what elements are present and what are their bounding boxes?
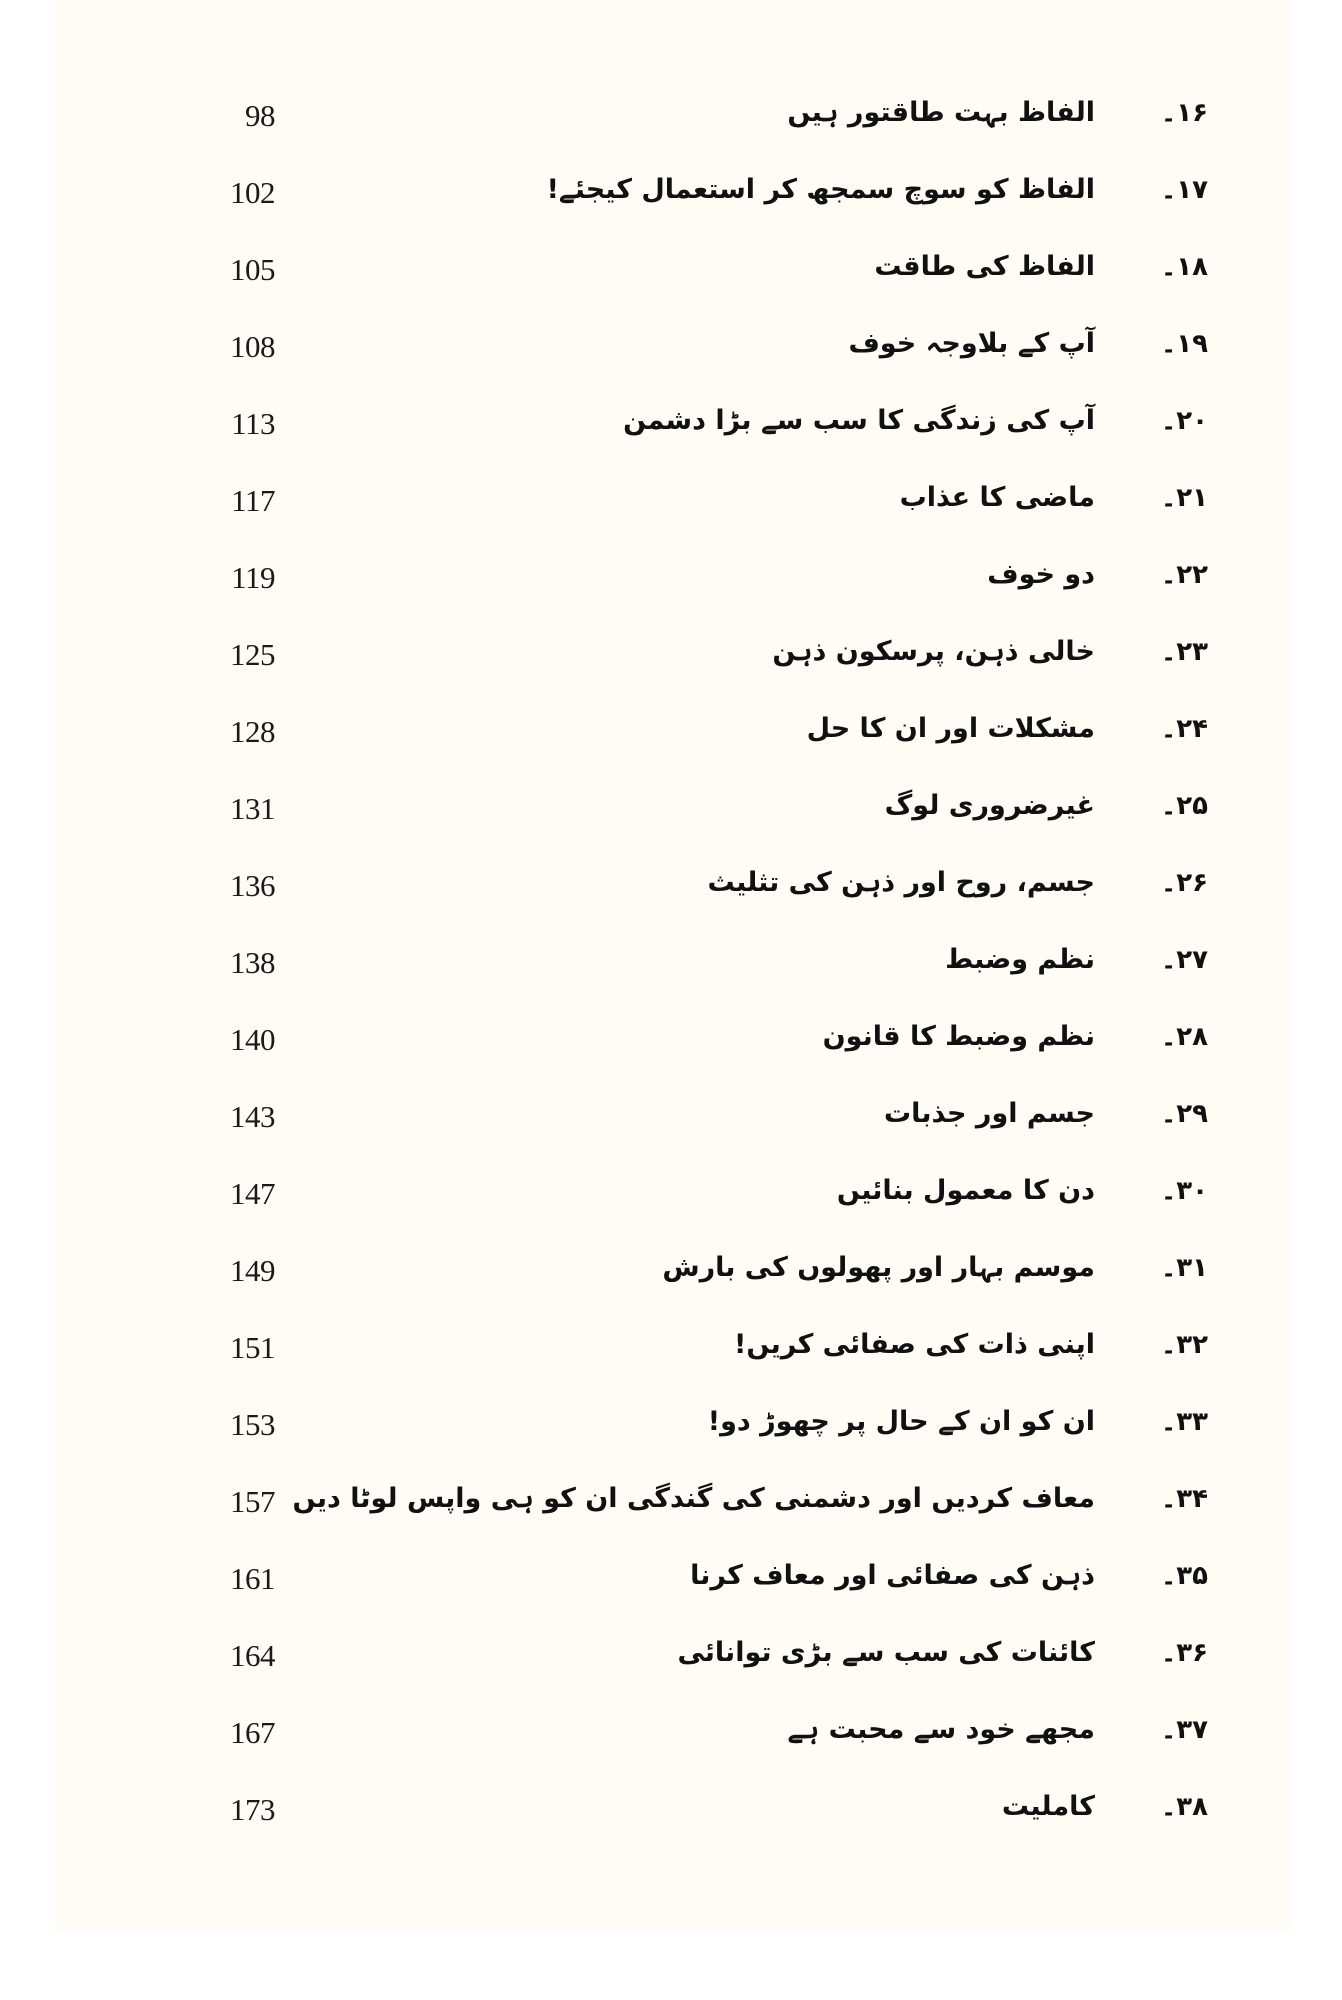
chapter-number: ۱۶۔: [1161, 98, 1208, 128]
toc-entry[interactable]: [55, 165, 1290, 242]
chapter-title: مشکلات اور ان کا حل: [806, 713, 1095, 744]
chapter-number: ۳۶۔: [1161, 1638, 1208, 1668]
page-number: 164: [230, 1638, 275, 1673]
page-number: 173: [230, 1792, 275, 1827]
toc-entry[interactable]: [55, 1243, 1290, 1320]
chapter-title: کاملیت: [1001, 1791, 1095, 1822]
page-number: 105: [230, 252, 275, 287]
page-number: 161: [230, 1561, 275, 1596]
chapter-title: غیرضروری لوگ: [884, 790, 1095, 821]
chapter-title: جسم اور جذبات: [884, 1098, 1095, 1129]
toc-entry[interactable]: [55, 781, 1290, 858]
toc-entry[interactable]: [55, 319, 1290, 396]
toc-entry[interactable]: [55, 1782, 1290, 1859]
chapter-title: خالی ذہن، پرسکون ذہن: [772, 636, 1095, 667]
chapter-title: کائنات کی سب سے بڑی توانائی: [677, 1637, 1095, 1668]
chapter-title: موسم بہار اور پھولوں کی بارش: [662, 1252, 1095, 1283]
page-number: 102: [230, 175, 275, 210]
toc-entry[interactable]: [55, 1705, 1290, 1782]
chapter-number: ۲۸۔: [1161, 1022, 1208, 1052]
chapter-title: آپ کی زندگی کا سب سے بڑا دشمن: [623, 405, 1095, 436]
chapter-number: ۲۷۔: [1161, 945, 1208, 975]
table-of-contents: [55, 88, 1290, 1859]
chapter-title: ان کو ان کے حال پر چھوڑ دو!: [707, 1406, 1095, 1437]
page-number: 149: [230, 1253, 275, 1288]
toc-entry[interactable]: [55, 1628, 1290, 1705]
chapter-number: ۲۱۔: [1161, 483, 1208, 513]
toc-entry[interactable]: [55, 627, 1290, 704]
toc-entry[interactable]: [55, 1166, 1290, 1243]
toc-entry[interactable]: [55, 704, 1290, 781]
page-number: 140: [230, 1022, 275, 1057]
toc-entry[interactable]: [55, 1551, 1290, 1628]
page-number: 138: [230, 945, 275, 980]
toc-entry[interactable]: [55, 1012, 1290, 1089]
chapter-number: ۲۲۔: [1161, 560, 1208, 590]
toc-entry[interactable]: [55, 396, 1290, 473]
chapter-title: الفاظ کو سوچ سمجھ کر استعمال کیجئے!: [546, 174, 1095, 205]
page-number: 98: [245, 98, 275, 133]
chapter-number: ۲۹۔: [1161, 1099, 1208, 1129]
chapter-number: ۲۵۔: [1161, 791, 1208, 821]
page-number: 117: [231, 483, 275, 518]
chapter-number: ۲۴۔: [1161, 714, 1208, 744]
chapter-number: ۳۲۔: [1161, 1330, 1208, 1360]
page-number: 151: [230, 1330, 275, 1365]
chapter-title: ذہن کی صفائی اور معاف کرنا: [690, 1560, 1095, 1591]
toc-entry[interactable]: [55, 88, 1290, 165]
page-number: 143: [230, 1099, 275, 1134]
chapter-number: ۳۳۔: [1161, 1407, 1208, 1437]
chapter-title: اپنی ذات کی صفائی کریں!: [734, 1329, 1095, 1360]
toc-entry[interactable]: [55, 858, 1290, 935]
chapter-number: ۳۸۔: [1161, 1792, 1208, 1822]
chapter-title: جسم، روح اور ذہن کی تثلیث: [707, 867, 1095, 898]
chapter-title: آپ کے بلاوجہ خوف: [848, 328, 1095, 359]
chapter-number: ۲۳۔: [1161, 637, 1208, 667]
page-number: 167: [230, 1715, 275, 1750]
toc-entry[interactable]: [55, 550, 1290, 627]
chapter-title: دو خوف: [987, 559, 1095, 590]
chapter-number: ۱۸۔: [1161, 252, 1208, 282]
chapter-number: ۳۴۔: [1161, 1484, 1208, 1514]
toc-entry[interactable]: [55, 473, 1290, 550]
toc-entry[interactable]: [55, 1474, 1290, 1551]
page-number: 136: [230, 868, 275, 903]
page-number: 108: [230, 329, 275, 364]
chapter-title: نظم وضبط کا قانون: [822, 1021, 1095, 1052]
chapter-title: دن کا معمول بنائیں: [836, 1175, 1095, 1206]
chapter-number: ۳۰۔: [1161, 1176, 1208, 1206]
page-number: 125: [230, 637, 275, 672]
chapter-number: ۳۱۔: [1161, 1253, 1208, 1283]
toc-entry[interactable]: [55, 935, 1290, 1012]
chapter-number: ۳۷۔: [1161, 1715, 1208, 1745]
chapter-number: ۲۰۔: [1161, 406, 1208, 436]
chapter-title: الفاظ بہت طاقتور ہیں: [787, 97, 1095, 128]
page-number: 157: [230, 1484, 275, 1519]
chapter-number: ۱۹۔: [1161, 329, 1208, 359]
toc-entry[interactable]: [55, 1320, 1290, 1397]
page-number: 128: [230, 714, 275, 749]
toc-entry[interactable]: [55, 242, 1290, 319]
chapter-title: نظم وضبط: [945, 944, 1095, 975]
page-number: 153: [230, 1407, 275, 1442]
page-number: 131: [230, 791, 275, 826]
chapter-number: ۲۶۔: [1161, 868, 1208, 898]
chapter-title: مجھے خود سے محبت ہے: [787, 1714, 1095, 1745]
page-number: 147: [230, 1176, 275, 1211]
chapter-title: الفاظ کی طاقت: [874, 251, 1095, 282]
chapter-number: ۱۷۔: [1161, 175, 1208, 205]
chapter-number: ۳۵۔: [1161, 1561, 1208, 1591]
page-number: 113: [231, 406, 275, 441]
page-number: 119: [231, 560, 275, 595]
chapter-title: معاف کردیں اور دشمنی کی گندگی ان کو ہی واپس لوٹا دیں: [292, 1483, 1095, 1514]
toc-entry[interactable]: [55, 1397, 1290, 1474]
scanned-page: [55, 0, 1290, 1930]
toc-entry[interactable]: [55, 1089, 1290, 1166]
chapter-title: ماضی کا عذاب: [899, 482, 1095, 513]
